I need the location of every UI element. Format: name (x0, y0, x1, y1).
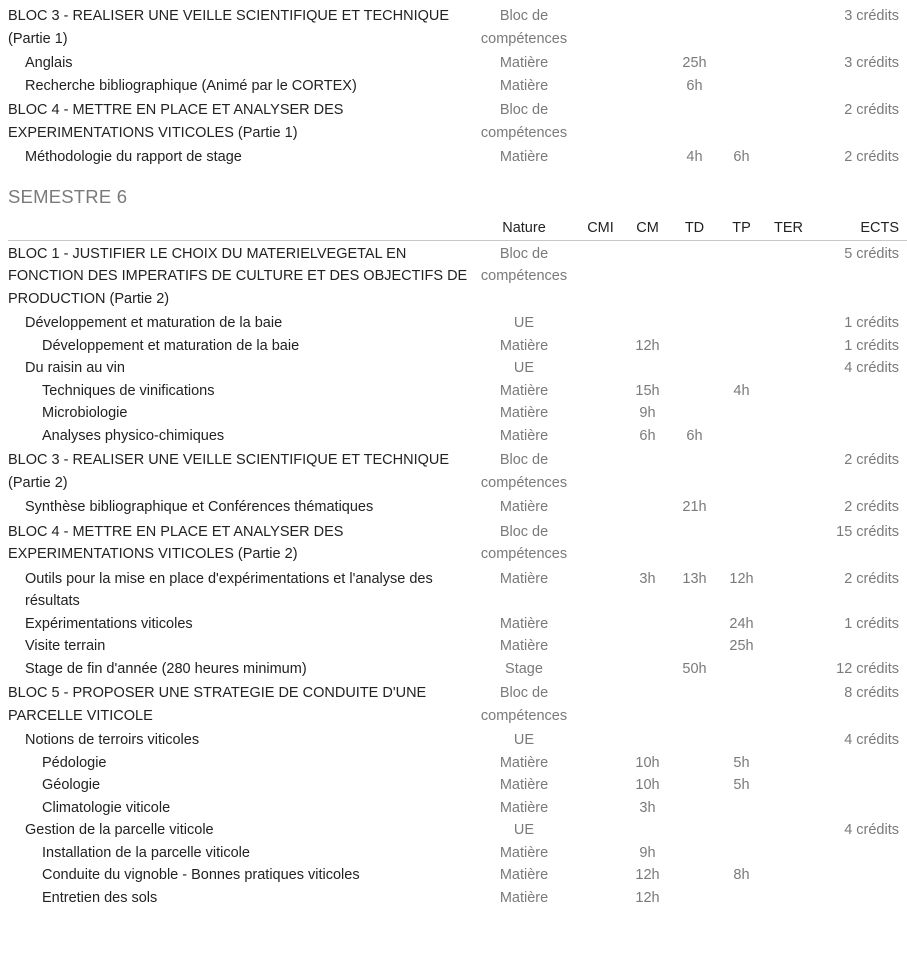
table-row (8, 241, 907, 313)
row-tp: 4h (733, 382, 750, 399)
row-cm (624, 729, 671, 752)
row-ects (812, 752, 907, 775)
row-cmi (577, 887, 624, 910)
row-tp (718, 887, 765, 910)
row-tp: 5h (733, 754, 750, 771)
table-row (8, 842, 907, 865)
row-label: Stage de fin d'année (280 heures minimum) (25, 660, 307, 677)
row-ects (812, 887, 907, 910)
row-cm: 12h (635, 867, 660, 883)
row-ter (765, 635, 812, 658)
row-cm: 12h (635, 889, 660, 906)
row-ects: 2 crédits (844, 452, 899, 468)
row-cmi (577, 357, 624, 380)
row-tp: 25h (729, 638, 754, 654)
row-label: Gestion de la parcelle viticole (25, 822, 214, 838)
row-cmi (577, 819, 624, 842)
table-row (8, 357, 907, 380)
row-ects: 3 crédits (844, 55, 899, 71)
row-ter (765, 613, 812, 636)
row-td: 21h (682, 499, 707, 515)
row-tp (718, 357, 765, 380)
row-cmi (577, 447, 624, 496)
table-row (8, 568, 907, 613)
row-cmi (577, 797, 624, 820)
row-label: Conduite du vignoble - Bonnes pratiques viticoles (42, 867, 360, 883)
row-nature: Matière (499, 867, 549, 883)
row-label: BLOC 4 - METTRE EN PLACE ET ANALYSER DES EXPERIMENTATIONS VITICOLES (Partie 2) (8, 523, 344, 562)
row-cm: 6h (639, 427, 656, 444)
row-ter (765, 680, 812, 729)
table-row (8, 819, 907, 842)
header-cmi: CMI (587, 219, 614, 236)
row-td: 50h (682, 660, 707, 677)
row-td: 25h (682, 55, 707, 71)
semester-6-table (8, 216, 907, 910)
row-td (671, 729, 718, 752)
row-cmi (577, 425, 624, 448)
row-nature: Bloc de compétences (480, 685, 568, 724)
table-row (8, 335, 907, 358)
row-nature: Bloc de compétences (480, 523, 568, 562)
table-row (8, 774, 907, 797)
table-row (8, 635, 907, 658)
row-label: Outils pour la mise en place d'expérimentations et l'analyse des résultats (25, 570, 433, 609)
row-tp (718, 729, 765, 752)
row-ter (765, 797, 812, 820)
table-row (8, 864, 907, 887)
row-ter (765, 146, 812, 169)
row-label: BLOC 1 - JUSTIFIER LE CHOIX DU MATERIELVEGETAL EN FONCTION DES IMPERATIFS DE CULTURE ET DES OBJECTIFS DE PRODUCTION (Partie 2) (8, 245, 468, 307)
row-tp: 5h (733, 777, 750, 793)
row-tp (718, 52, 765, 75)
row-label: Analyses physico-chimiques (42, 427, 225, 444)
row-cmi (577, 658, 624, 681)
table-row (8, 52, 907, 75)
row-nature: Matière (499, 499, 549, 515)
row-cmi (577, 635, 624, 658)
row-ter (765, 658, 812, 681)
row-ects: 2 crédits (844, 499, 899, 515)
table-row (8, 613, 907, 636)
table-row (8, 680, 907, 729)
row-cm (624, 52, 671, 75)
table-row (8, 496, 907, 519)
row-cmi (577, 729, 624, 752)
row-ter (765, 380, 812, 403)
row-tp (718, 97, 765, 146)
row-ects: 15 crédits (836, 523, 899, 540)
table-row (8, 887, 907, 910)
row-label: Anglais (25, 55, 73, 71)
row-nature: Matière (499, 427, 549, 444)
row-label: Microbiologie (42, 405, 128, 421)
row-cmi (577, 842, 624, 865)
header-td: TD (684, 219, 705, 236)
row-td (671, 402, 718, 425)
row-ects: 3 crédits (844, 8, 899, 24)
row-cmi (577, 241, 624, 313)
row-ter (765, 752, 812, 775)
row-ects: 2 crédits (844, 570, 899, 587)
row-cmi (577, 774, 624, 797)
row-cm (624, 447, 671, 496)
table-header-row (8, 216, 907, 241)
row-cm: 15h (635, 382, 660, 399)
row-nature: Matière (499, 638, 549, 654)
row-td (671, 241, 718, 313)
row-ter (765, 568, 812, 613)
row-td (671, 842, 718, 865)
row-cmi (577, 312, 624, 335)
table-row (8, 752, 907, 775)
row-label: Techniques de vinifications (42, 382, 215, 399)
row-cm (624, 97, 671, 146)
row-ects: 4 crédits (844, 822, 899, 838)
row-cm (624, 312, 671, 335)
table-row (8, 312, 907, 335)
row-ects (812, 842, 907, 865)
row-nature: Matière (499, 382, 549, 399)
row-nature: Bloc de compétences (480, 245, 568, 284)
row-ter (765, 774, 812, 797)
row-tp (718, 75, 765, 98)
row-cm (624, 146, 671, 169)
table-row (8, 75, 907, 98)
row-tp (718, 842, 765, 865)
row-td (671, 819, 718, 842)
row-ects: 1 crédits (844, 615, 899, 632)
row-cmi (577, 496, 624, 519)
row-label: Entretien des sols (42, 889, 158, 906)
row-td (671, 752, 718, 775)
table-row (8, 380, 907, 403)
row-ects (812, 797, 907, 820)
row-label: Développement et maturation de la baie (42, 337, 300, 354)
row-cm: 10h (635, 777, 660, 793)
row-cm: 9h (639, 405, 656, 421)
row-label: Installation de la parcelle viticole (42, 844, 250, 861)
row-cmi (577, 519, 624, 568)
row-nature: Matière (499, 405, 549, 421)
previous-semester-table (8, 3, 907, 169)
row-cm: 3h (639, 570, 656, 587)
table-row (8, 658, 907, 681)
row-ects: 5 crédits (844, 245, 899, 262)
row-cm: 3h (639, 799, 656, 816)
header-ter: TER (774, 219, 803, 236)
row-cm: 12h (635, 337, 660, 354)
row-cmi (577, 97, 624, 146)
row-td (671, 357, 718, 380)
row-cmi (577, 3, 624, 52)
row-td (671, 774, 718, 797)
row-cmi (577, 402, 624, 425)
row-tp (718, 3, 765, 52)
row-ects: 1 crédits (844, 337, 899, 354)
row-ects (812, 380, 907, 403)
row-ects: 4 crédits (844, 360, 899, 376)
row-label: Synthèse bibliographique et Conférences thématiques (25, 499, 374, 515)
row-nature: Matière (499, 149, 549, 165)
table-row (8, 729, 907, 752)
row-td (671, 887, 718, 910)
row-nature: UE (513, 732, 535, 748)
row-ects (812, 402, 907, 425)
row-td (671, 97, 718, 146)
row-td (671, 635, 718, 658)
row-ects: 12 crédits (836, 660, 899, 677)
row-td: 6h (686, 427, 703, 444)
row-cmi (577, 146, 624, 169)
row-td (671, 312, 718, 335)
row-ects: 2 crédits (844, 102, 899, 118)
header-tp: TP (732, 219, 751, 236)
table-row (8, 402, 907, 425)
row-td (671, 335, 718, 358)
row-ter (765, 3, 812, 52)
row-label: Visite terrain (25, 638, 106, 654)
row-ects (812, 425, 907, 448)
row-ter (765, 425, 812, 448)
row-nature: UE (513, 360, 535, 376)
row-cm (624, 519, 671, 568)
row-ter (765, 819, 812, 842)
row-cm (624, 819, 671, 842)
row-ects: 4 crédits (844, 732, 899, 748)
row-label: Pédologie (42, 754, 107, 771)
row-td: 4h (686, 149, 703, 165)
row-label: Développement et maturation de la baie (25, 315, 283, 331)
header-ects: ECTS (860, 219, 899, 236)
row-ects: 2 crédits (844, 149, 899, 165)
row-nature: Stage (505, 660, 543, 677)
row-cmi (577, 680, 624, 729)
row-nature: UE (513, 822, 535, 838)
row-nature: Bloc de compétences (480, 8, 568, 47)
row-ter (765, 241, 812, 313)
table-row (8, 519, 907, 568)
row-label: BLOC 3 - REALISER UNE VEILLE SCIENTIFIQUE ET TECHNIQUE (Partie 1) (8, 8, 450, 47)
row-ter (765, 729, 812, 752)
row-cmi (577, 380, 624, 403)
row-nature: Matière (499, 55, 549, 71)
row-label: Climatologie viticole (42, 799, 171, 816)
row-cmi (577, 335, 624, 358)
row-td (671, 380, 718, 403)
row-nature: Matière (499, 570, 549, 587)
row-ter (765, 496, 812, 519)
row-tp (718, 797, 765, 820)
row-cmi (577, 864, 624, 887)
row-ter (765, 335, 812, 358)
row-nature: Bloc de compétences (480, 102, 568, 141)
row-cm: 9h (639, 844, 656, 861)
table-row (8, 447, 907, 496)
row-ter (765, 842, 812, 865)
row-nature: Matière (499, 777, 549, 793)
row-tp (718, 519, 765, 568)
row-label: BLOC 3 - REALISER UNE VEILLE SCIENTIFIQUE ET TECHNIQUE (Partie 2) (8, 452, 450, 491)
row-tp (718, 402, 765, 425)
row-cmi (577, 752, 624, 775)
row-cm (624, 658, 671, 681)
row-nature: Matière (499, 844, 549, 861)
row-cmi (577, 568, 624, 613)
row-nature: Matière (499, 799, 549, 816)
row-cm (624, 75, 671, 98)
row-td (671, 864, 718, 887)
table-row (8, 3, 907, 52)
row-td (671, 613, 718, 636)
row-tp (718, 496, 765, 519)
row-tp (718, 335, 765, 358)
table-row (8, 97, 907, 146)
row-ter (765, 519, 812, 568)
row-ter (765, 312, 812, 335)
row-ects: 8 crédits (844, 685, 899, 701)
row-ects (812, 635, 907, 658)
row-cm (624, 3, 671, 52)
table-row (8, 425, 907, 448)
row-label: Méthodologie du rapport de stage (25, 149, 242, 165)
table-row (8, 146, 907, 169)
row-cmi (577, 52, 624, 75)
row-ter (765, 864, 812, 887)
row-cmi (577, 613, 624, 636)
row-nature: Matière (499, 889, 549, 906)
row-ects (812, 75, 907, 98)
row-label: Géologie (42, 777, 101, 793)
row-tp (718, 680, 765, 729)
header-nature: Nature (502, 219, 546, 236)
row-tp (718, 312, 765, 335)
row-td (671, 680, 718, 729)
header-cm: CM (636, 219, 659, 236)
row-cm (624, 241, 671, 313)
row-label: Expérimentations viticoles (25, 615, 193, 632)
row-nature: Bloc de compétences (480, 452, 568, 491)
row-cm (624, 680, 671, 729)
row-nature: Matière (499, 615, 549, 632)
header-empty (8, 216, 471, 241)
row-cm: 10h (635, 754, 660, 771)
row-td (671, 519, 718, 568)
row-tp: 6h (733, 149, 750, 165)
row-label: Notions de terroirs viticoles (25, 732, 200, 748)
row-tp: 24h (729, 615, 754, 632)
row-ter (765, 75, 812, 98)
row-td (671, 447, 718, 496)
row-tp: 12h (729, 570, 754, 587)
row-cm (624, 613, 671, 636)
row-nature: Matière (499, 337, 549, 354)
semester-title: SEMESTRE 6 (8, 185, 128, 207)
row-nature: Matière (499, 754, 549, 771)
row-tp (718, 425, 765, 448)
row-td: 6h (686, 77, 703, 94)
row-cm (624, 496, 671, 519)
row-cm (624, 357, 671, 380)
row-label: Du raisin au vin (25, 360, 125, 376)
row-label: BLOC 5 - PROPOSER UNE STRATEGIE DE CONDUITE D'UNE PARCELLE VITICOLE (8, 685, 427, 724)
row-ter (765, 357, 812, 380)
row-td (671, 3, 718, 52)
table-row (8, 797, 907, 820)
row-td (671, 797, 718, 820)
row-tp (718, 241, 765, 313)
row-tp (718, 819, 765, 842)
row-cm (624, 635, 671, 658)
row-nature: Matière (499, 77, 549, 94)
row-tp (718, 447, 765, 496)
row-td: 13h (682, 570, 707, 587)
row-label: Recherche bibliographique (Animé par le CORTEX) (25, 77, 357, 94)
row-nature: UE (513, 315, 535, 331)
row-ter (765, 97, 812, 146)
row-ects (812, 774, 907, 797)
row-ter (765, 887, 812, 910)
row-cmi (577, 75, 624, 98)
row-ter (765, 52, 812, 75)
row-ects: 1 crédits (844, 315, 899, 331)
row-tp: 8h (733, 867, 750, 883)
row-ter (765, 447, 812, 496)
row-ects (812, 864, 907, 887)
row-tp (718, 658, 765, 681)
row-ter (765, 402, 812, 425)
row-label: BLOC 4 - METTRE EN PLACE ET ANALYSER DES EXPERIMENTATIONS VITICOLES (Partie 1) (8, 102, 344, 141)
